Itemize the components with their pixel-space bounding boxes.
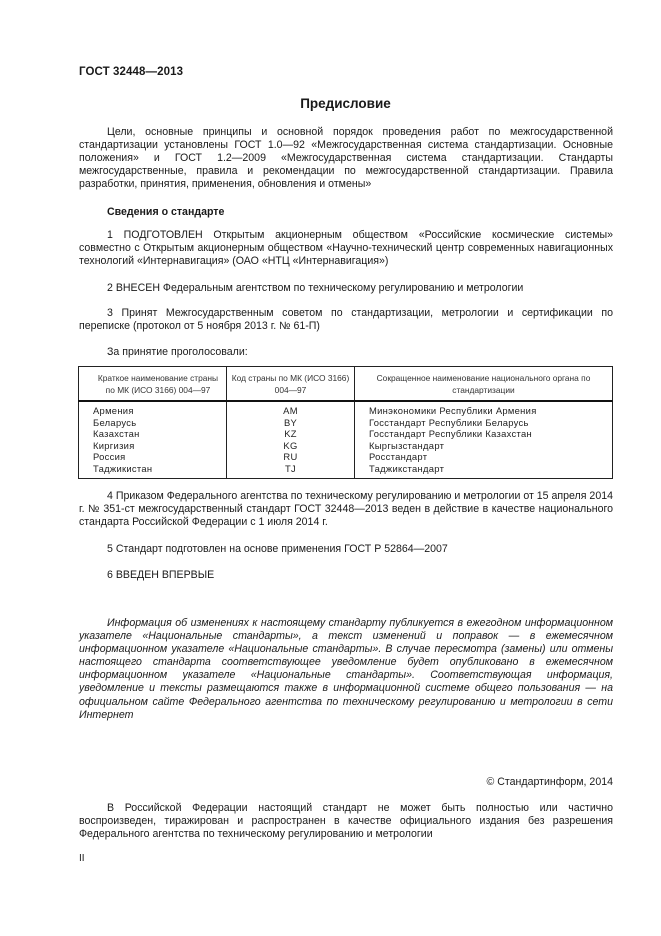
item-1-prepared: 1 ПОДГОТОВЛЕН Открытым акционерным обществом «Российские космические системы» совместно с Открытым акционерным обществом «Научно-технический центр современных навигационных технологий «Интернавигация» (ОАО «НТЦ «Интернавигация») [79, 229, 613, 268]
page-number: II [79, 853, 85, 864]
item-4-order: 4 Приказом Федерального агентства по техническому регулированию и метрологии от 15 апреля 2014 г. № 351-ст межгосударственный стандарт ГОСТ 32448—2013 веден в действие в качестве национального стандарта Российской Федерации с 1 июля 2014 г. [79, 490, 613, 529]
document-code: ГОСТ 32448—2013 [79, 66, 184, 78]
intro-paragraph: Цели, основные принципы и основной порядок проведения работ по межгосударственной стандартизации установлены ГОСТ 1.0—92 «Межгосударственная система стандартизации. Основные положения» и ГОСТ 1.2—2009 «Межгосударственная система стандартизации. Стандарты межгосударственные, правила и рекомендации по межгосударственной стандартизации. Правила разработки, принятия, применения, обновления и отмены» [79, 126, 613, 191]
country-name: Беларусь [79, 417, 227, 429]
item-5-basis: 5 Стандарт подготовлен на основе применения ГОСТ Р 52864—2007 [107, 543, 448, 555]
country-code: RU [227, 451, 355, 463]
country-name: Армения [79, 401, 227, 417]
country-code: KG [227, 440, 355, 452]
table-row [79, 428, 613, 440]
item-6-first-introduced: 6 ВВЕДЕН ВПЕРВЫЕ [107, 569, 215, 581]
table-row [79, 401, 613, 417]
country-code: KZ [227, 428, 355, 440]
authority-name: Госстандарт Республики Казахстан [355, 428, 613, 440]
table-header-row [79, 367, 613, 402]
item-3-adopted: 3 Принят Межгосударственным советом по стандартизации, метрологии и сертификации по переписке (протокол от 5 ноября 2013 г. № 61-П) [79, 307, 613, 333]
table-row [79, 440, 613, 452]
country-name: Таджикистан [79, 463, 227, 478]
country-name: Казахстан [79, 428, 227, 440]
column-header-authority: Сокращенное наименование национального органа по стандартизации [355, 367, 613, 402]
authority-name: Госстандарт Республики Беларусь [355, 417, 613, 429]
table-row [79, 463, 613, 478]
authority-name: Таджикстандарт [355, 463, 613, 478]
country-name: Киргизия [79, 440, 227, 452]
page-title: Предисловие [300, 96, 391, 111]
authority-name: Росстандарт [355, 451, 613, 463]
authority-name: Минэкономики Республики Армения [355, 401, 613, 417]
section-heading: Сведения о стандарте [107, 206, 225, 218]
column-header-country: Краткое наименование страны по МК (ИСО 3166) 004—97 [79, 367, 227, 402]
item-2-introduced: 2 ВНЕСЕН Федеральным агентством по техническому регулированию и метрологии [107, 282, 524, 294]
amendments-notice: Информация об изменениях к настоящему стандарту публикуется в ежегодном информационном указателе «Национальные стандарты», а текст изменений и поправок — в ежемесячном информационном указателе «Национальные стандарты». В случае пересмотра (замены) или отмены настоящего стандарта соответствующее уведомление будет опубликовано в ежемесячном информационном указателе «Национальные стандарты». Соответствующая информация, уведомление и тексты размещаются также в информационной системе общего пользования — на официальном сайте Федерального агентства по техническому регулированию и метрологии в сети Интернет [79, 617, 613, 721]
voted-label: За принятие проголосовали: [107, 346, 248, 358]
country-code: BY [227, 417, 355, 429]
authority-name: Кыргызстандарт [355, 440, 613, 452]
reproduction-notice: В Российской Федерации настоящий стандарт не может быть полностью или частично воспроизведен, тиражирован и распространен в качестве официального издания без разрешения Федерального агентства по техническому регулированию и метрологии [79, 802, 613, 841]
voting-countries-table [78, 366, 613, 479]
country-name: Россия [79, 451, 227, 463]
table-row [79, 451, 613, 463]
column-header-code: Код страны по МК (ИСО 3166) 004—97 [227, 367, 355, 402]
country-code: AM [227, 401, 355, 417]
copyright-line: © Стандартинформ, 2014 [486, 776, 613, 788]
country-code: TJ [227, 463, 355, 478]
table-row [79, 417, 613, 429]
